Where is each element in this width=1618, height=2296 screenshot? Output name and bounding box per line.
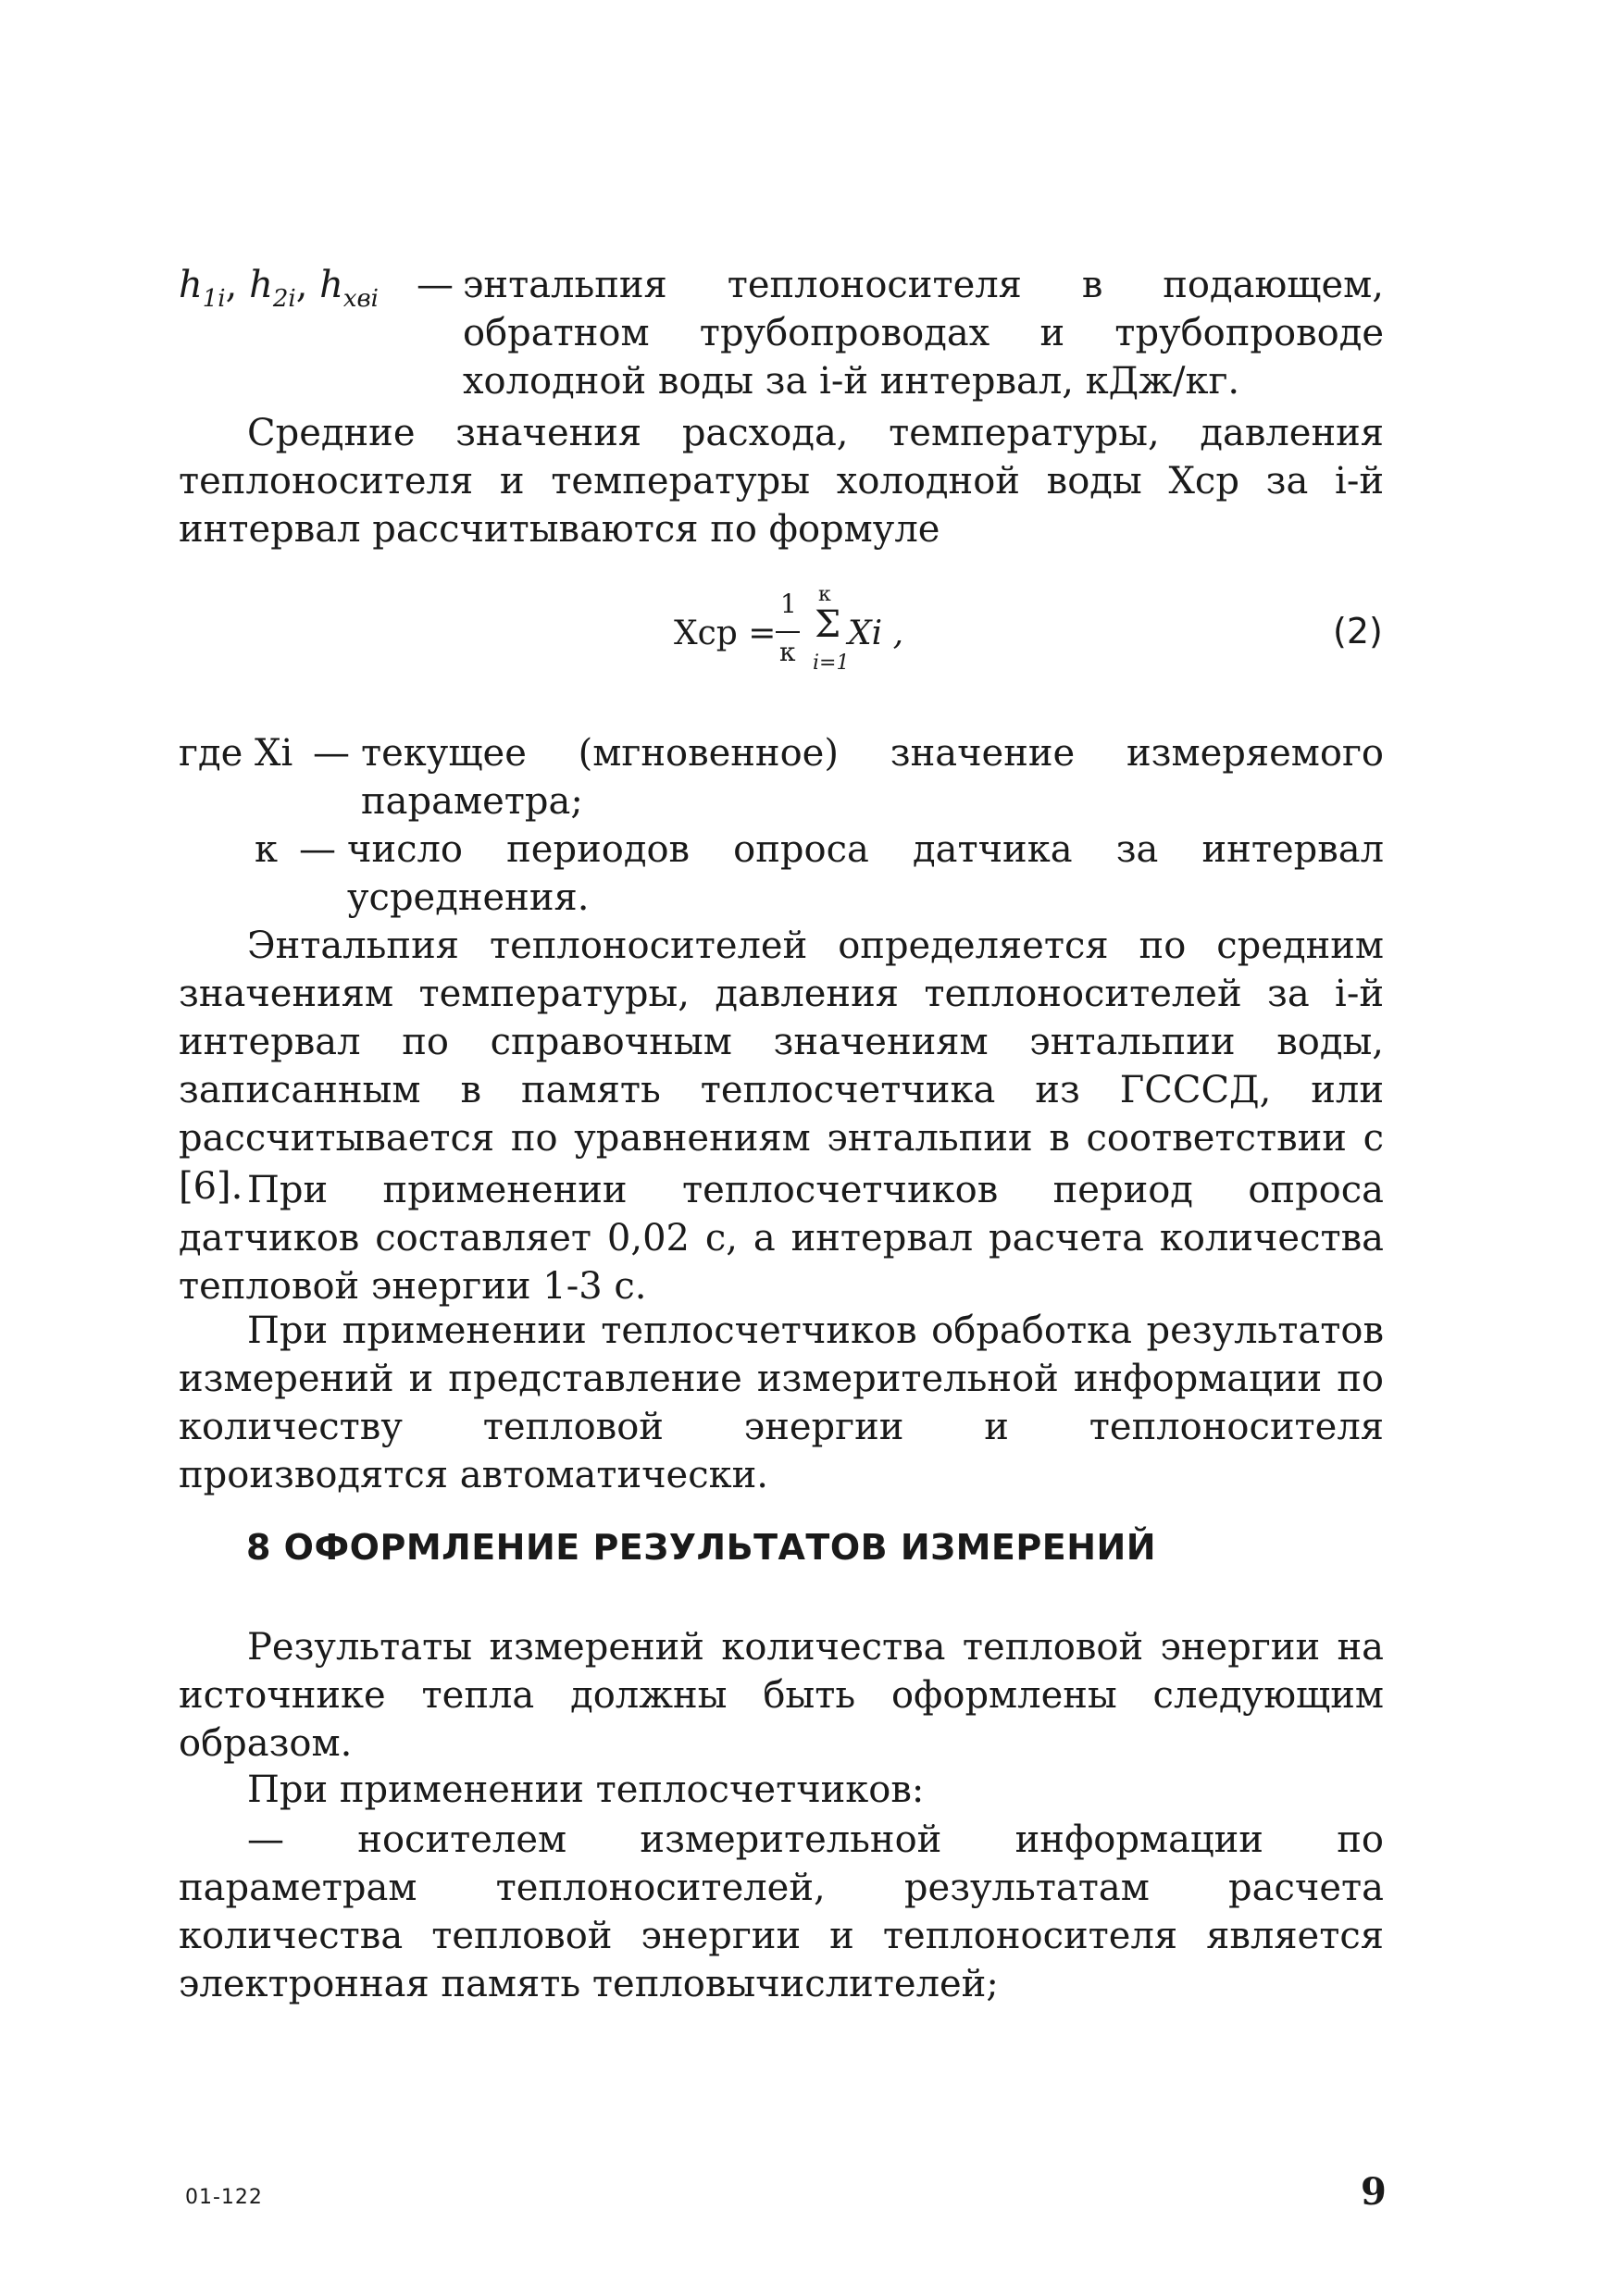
definition-k-dash: — xyxy=(299,828,336,871)
formula-fraction-numerator: 1 xyxy=(780,589,797,619)
definition-xi-dash: — xyxy=(313,732,350,775)
formula-fraction-denominator: к xyxy=(779,637,796,667)
definition-term-enthalpy: $h_{1i}$, $h_{2i}$, $h_{хвi}$ xyxy=(179,264,380,313)
definition-dash: — xyxy=(417,264,454,306)
definition-k-term: к xyxy=(255,828,278,871)
formula-fraction-bar xyxy=(776,631,800,633)
symbol-hxv-subscript: хвi xyxy=(342,285,380,313)
paragraph-carrier: — носителем измерительной информации по параметрам теплоносителей, результатам расчета количества тепловой энергии и теплоносителя является электронная память тепловычислителей; xyxy=(179,1818,1384,2005)
formula-average xyxy=(666,583,963,694)
formula-sum-upper-limit: к xyxy=(818,583,831,606)
formula-sum-symbol: Σ xyxy=(815,603,841,646)
paragraph-apply: При применении теплосчетчиков: xyxy=(247,1769,925,1811)
section-heading: 8 ОФОРМЛЕНИЕ РЕЗУЛЬТАТОВ ИЗМЕРЕНИЙ xyxy=(246,1527,1157,1568)
paragraph-results: Результаты измерений количества тепловой энергии на источнике тепла должны быть оформлены следующим образом. xyxy=(179,1626,1384,1765)
formula-number: (2) xyxy=(1333,611,1383,652)
definition-xi-body: текущее (мгновенное) значение измеряемого параметра; xyxy=(361,732,1384,823)
symbol-hxv: h xyxy=(319,264,343,306)
formula-sum-lower-limit: i=1 xyxy=(813,652,850,675)
formula-lhs: Xср = xyxy=(674,614,777,652)
definition-xi-term: Xi xyxy=(255,732,293,775)
definition-where: где xyxy=(179,732,243,775)
paragraph-average-values: Средние значения расхода, температуры, давления теплоносителя и температуры холодной воды Xср за i-й интервал рассчитываются по формуле xyxy=(179,412,1384,551)
symbol-h1-subscript: 1i xyxy=(202,285,226,313)
document-code: 01-122 xyxy=(185,2186,263,2209)
definition-enthalpy-body: энтальпия теплоносителя в подающем, обратном трубопроводах и трубопроводе холодной воды за i-й интервал, кДж/кг. xyxy=(463,264,1384,403)
page-number: 9 xyxy=(1361,2170,1387,2214)
paragraph-period: При применении теплосчетчиков период опроса датчиков составляет 0,02 с, а интервал расчета количества тепловой энергии 1-3 с. xyxy=(179,1169,1384,1308)
paragraph-enthalpy: Энтальпия теплоносителей определяется по средним значениям температуры, давления теплоносителей за i-й интервал по справочным значениям энтальпии воды, записанным в память теплосчетчика из ГСССД, или рассчитывается по уравнениям энтальпии в соответствии с [6]. xyxy=(179,925,1384,1208)
symbol-h1: h xyxy=(179,264,203,306)
formula-rhs: Xi , xyxy=(848,614,904,652)
symbol-h2-subscript: 2i xyxy=(272,285,296,313)
symbol-h2: h xyxy=(249,264,273,306)
paragraph-processing: При применении теплосчетчиков обработка результатов измерений и представление измерительной информации по количеству тепловой энергии и теплоносителя производятся автоматически. xyxy=(179,1309,1384,1496)
definition-k-body: число периодов опроса датчика за интервал усреднения. xyxy=(347,828,1384,919)
